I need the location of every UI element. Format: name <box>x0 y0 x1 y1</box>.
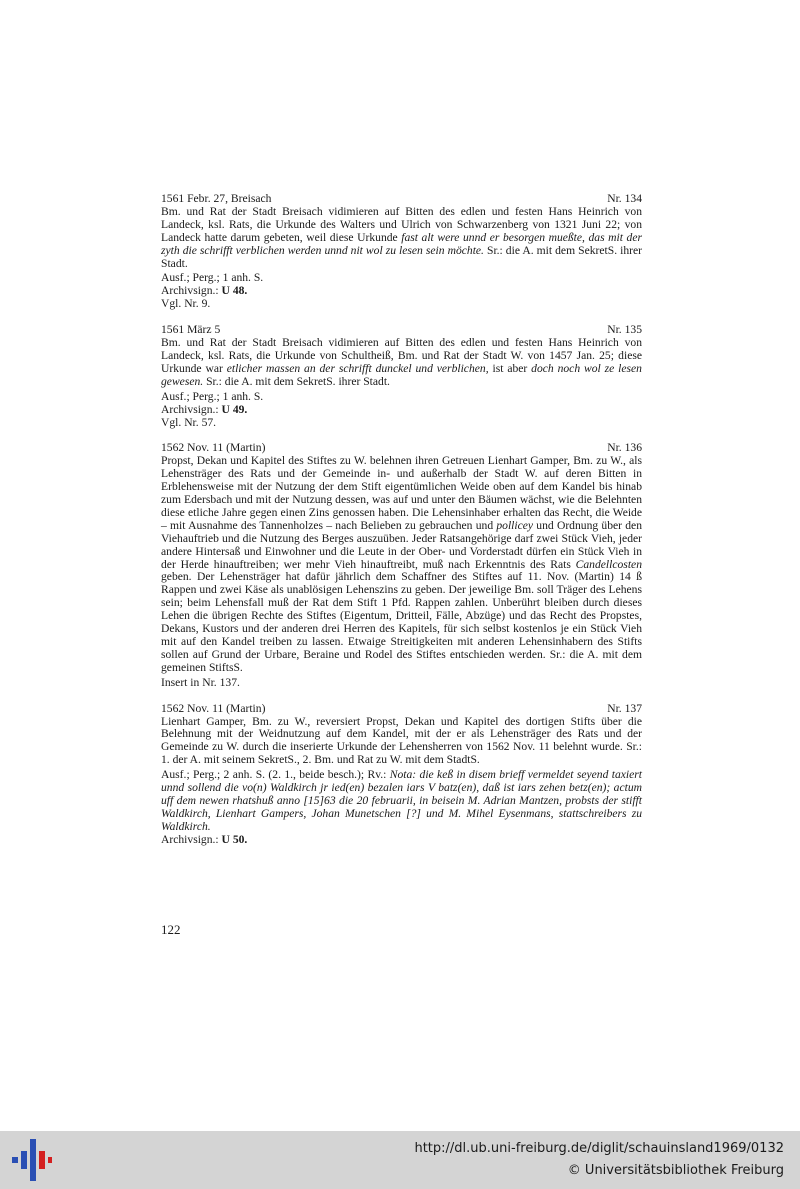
sig-value: U 49. <box>221 402 248 416</box>
reference-line: Vgl. Nr. 57. <box>161 415 217 429</box>
entry-date: 1561 März 5 <box>161 323 221 337</box>
sig-label: Archivsign.: <box>161 402 222 416</box>
entry-date: 1562 Nov. 11 (Martin) <box>161 701 266 715</box>
body-quote: fast alt were unnd er besorgen mueßte, das mit der zyth die schrifft verblichen werden unnd nit wol zu lesen sein möchte. <box>161 230 642 257</box>
entry-body <box>161 337 642 389</box>
entry-number: Nr. 136 <box>607 441 642 455</box>
sig-label: Archivsign.: <box>161 832 222 846</box>
library-logo-icon <box>12 1139 52 1181</box>
entry-number: Nr. 135 <box>607 323 642 337</box>
sig-label: Archivsign.: <box>161 284 222 298</box>
entry-body <box>161 206 642 271</box>
meta-line: Insert in Nr. 137. <box>161 675 240 689</box>
entry-meta <box>161 272 642 311</box>
entry-date: 1562 Nov. 11 (Martin) <box>161 441 266 455</box>
archive-signature <box>161 404 642 417</box>
entry-number: Nr. 134 <box>607 192 642 205</box>
entry-134 <box>161 193 642 311</box>
entry-135 <box>161 324 642 429</box>
meta-line: Ausf.; Perg.; 1 anh. S. <box>161 271 264 285</box>
entry-137 <box>161 703 642 847</box>
body-quote: Candellcosten <box>575 557 642 571</box>
page-number: 122 <box>161 922 181 937</box>
sig-value: U 50. <box>221 832 248 846</box>
body-quote: pollicey <box>496 518 534 532</box>
sig-value: U 48. <box>221 284 248 298</box>
body-text: Sr.: die A. mit dem SekretS. ihrer Stadt. <box>161 243 642 270</box>
archive-signature <box>161 285 642 298</box>
body-text: Lienhart Gamper, Bm. zu W., reversiert Propst, Dekan und Kapitel des dortigen Stifts über die Belehnung mit der Weidnutzung auf dem Kandel, mit der er als Lehensträger des Rats und der Gemeinde zu W. durch die inserierte Urkunde der Lehensherren von 1562 Nov. 11 belehnt wurde. Sr.: 1. der A. mit seinem SekretS., 2. Bm. und Rat zu W. mit dem StadtS. <box>161 714 642 767</box>
body-quote: etlicher massen an der schrifft dunckel und verblichen, <box>226 361 489 375</box>
body-text: Propst, Dekan und Kapitel des Stiftes zu W. belehnen ihren Getreuen Lienhart Gamper, Bm. zu W., als Lehensträger des Rats und der Gemeinde in- und außerhalb der Stadt W. auf deren Bitten in Erblehensweise mit der Nutzung der dem Stift eigentümlichen Weide oben auf dem Kandel bis hinab zum Edersbach und mit der Nutzung dessen, was auf und unter den Bäumen wächst, wie die Belehnten diese etliche Jahre gegen einen Zins genossen haben. Die Lehensinhaber erhalten das Recht, die Weide – mit Ausnahme des Tannenholzes – nach Belieben zu gebrauchen und <box>161 454 642 532</box>
document-page <box>161 193 642 860</box>
body-text: geben. Der Lehensträger hat dafür jährlich dem Schaffner des Stiftes auf 11. Nov. (Martin) 14 ß Rappen und zwei Käse als unablösigen Lehenszins zu geben. Der jeweilige Bm. soll Träger des Lehens sein; beim Lehensfall muß der Rat dem Stift 1 Pfd. Rappen zahlen. Unberührt bleiben durch dieses Lehen die übrigen Rechte des Stiftes (Eigentum, Dritteil, Fälle, Abzüge) und das Recht des Propstes, Dekans, Kustors und der anderen drei Herren des Kapitels, für sich selbst kostenlos je ein Stück Vieh mit auf den Kandel treiben zu lassen. Etwaige Streitigkeiten mit anderen Lehensinhabern des Stifts sollen auf Grund der Urbare, Beraine und Rodel des Stiftes entschieden werden. Sr.: die A. mit dem gemeinen StiftsS. <box>161 570 642 674</box>
body-quote: doch noch wol ze lesen gewesen. <box>161 361 642 388</box>
dorsal-note: Nota: die keß in disem brieff vermeldet seyend taxiert unnd sollend die vo(n) Waldkirch jr ied(en) bezalen iars V batz(en), daß ist iars zehen betz(en); actum uff dem newen rhatshuß anno [15]63 die 20 februarii, in beisein M. Adrian Mantzen, probsts der stifft Waldkirch, Lienhart Gampers, Johan Munetschen [?] und M. Mihel Eysenmans, stattschreibers zu Waldkirch. <box>161 768 642 833</box>
body-text: Bm. und Rat der Stadt Breisach vidimieren auf Bitten des edlen und festen Hans Heinrich von Landeck, ksl. Rats, die Urkunde von Schultheiß, Bm. und Rat der Stadt W. von 1457 Jan. 25; diese Urkunde war <box>161 336 642 375</box>
meta-line: Ausf.; Perg.; 1 anh. S. <box>161 389 264 403</box>
entry-body <box>161 716 642 768</box>
entry-date: 1561 Febr. 27, Breisach <box>161 192 272 205</box>
copyright-text: © Universitätsbibliothek Freiburg <box>567 1163 784 1178</box>
entry-meta <box>161 391 642 430</box>
body-text: Sr.: die A. mit dem SekretS. ihrer Stadt. <box>203 374 390 388</box>
source-url-link[interactable]: http://dl.ub.uni-freiburg.de/diglit/schauinsland1969/0132 <box>414 1141 784 1156</box>
entry-body <box>161 455 642 674</box>
archive-signature <box>161 834 642 847</box>
body-text: ist aber <box>488 361 532 375</box>
entry-number: Nr. 137 <box>607 701 642 715</box>
entry-136 <box>161 442 642 689</box>
body-text: und Ordnung über den Viehauftrieb und die Nutzung des Berges auszuüben. Jeder Ratsangehörige darf zwei Stück Vieh, jeder andere Hintersaß und Einwohner und die Leute in der Ober- und Vorderstadt dürfen ein Stück Vieh in der Herde hinauftreiben; wer mehr Vieh hinauftreibt, muß nach Erkenntnis des Rats <box>161 518 642 571</box>
body-text: Bm. und Rat der Stadt Breisach vidimieren auf Bitten des edlen und festen Hans Heinrich von Landeck, ksl. Rats, die Urkunde des Walters und Ulrich von Schwarzenberg von 1321 Juni 22; von Landeck hatte darum gebeten, weil diese Urkunde <box>161 204 642 244</box>
reference-line: Vgl. Nr. 9. <box>161 297 211 311</box>
footer-bar <box>0 1131 800 1189</box>
entry-meta <box>161 677 642 690</box>
meta-text: Ausf.; Perg.; 2 anh. S. (2. 1., beide besch.); Rv.: <box>161 768 390 782</box>
entry-meta <box>161 769 642 834</box>
